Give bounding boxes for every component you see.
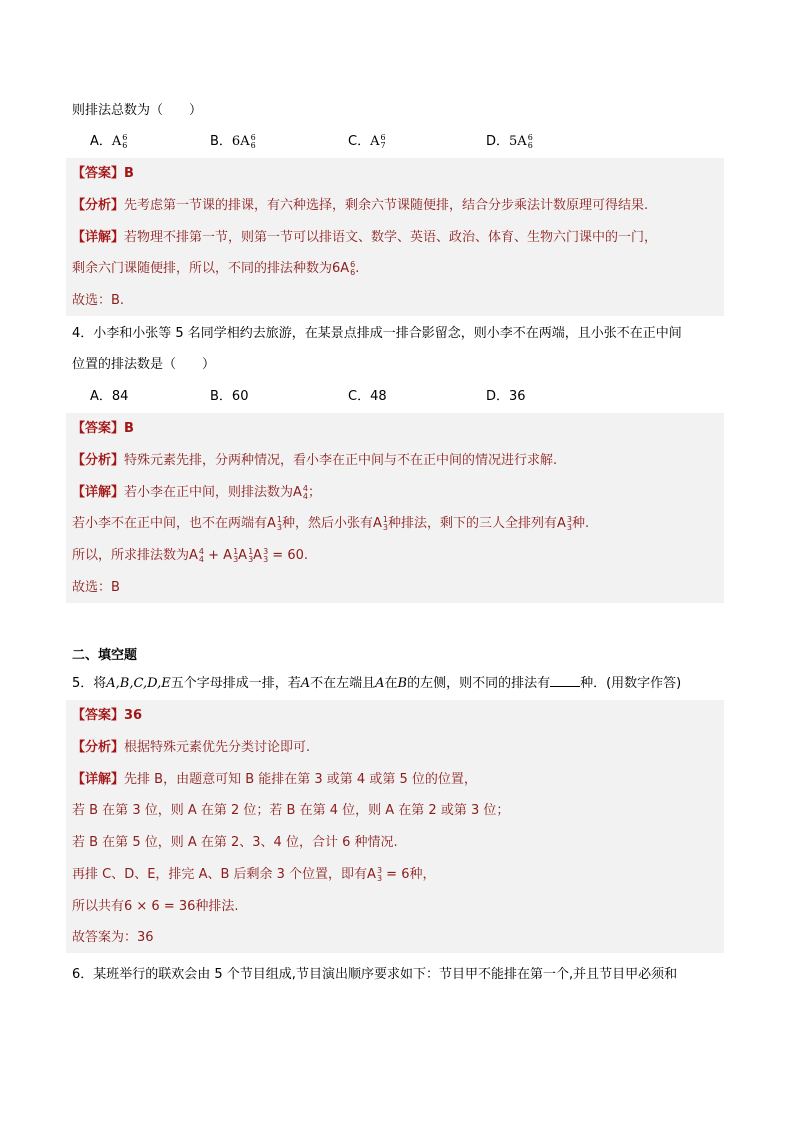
q3-option-d: D．5A 6 6 <box>486 132 533 150</box>
q3-stem-tail: 则排法总数为（ ） <box>72 103 203 118</box>
q5-final-row: 故答案为：36 <box>72 930 154 945</box>
q4-stem-line-1: 4．小李和小张等 5 名同学相约去旅游，在某景点排成一排合影留念，则小李不在两端，且小张不在正中间 <box>72 326 682 341</box>
q3-option-b: B．6A 6 6 <box>210 132 256 150</box>
q4-option-a: A．84 <box>90 389 129 404</box>
q4-option-c: C．48 <box>348 389 387 404</box>
section-title: 二、填空题 <box>72 648 138 663</box>
q6-stem-line-1: 6．某班举行的联欢会由 5 个节目组成,节目演出顺序要求如下：节目甲不能排在第一个,并且节目甲必须和 <box>72 967 678 982</box>
q4-choose-row: 故选：B <box>72 580 120 595</box>
answer-blank <box>550 674 580 687</box>
q5-analysis-row: 【分析】根据特殊元素优先分类讨论即可. <box>72 740 311 755</box>
q3-option-c: C．A 6 7 <box>348 132 386 150</box>
q3-analysis-row: 【分析】先考虑第一节课的排课，有六种选择，剩余六节课随便排，结合分步乘法计数原理可得结果. <box>72 198 649 213</box>
q3-detail-row-2: 剩余六门课随便排，所以，不同的排法种数为6A 6 6 . <box>72 259 360 277</box>
q4-answer-block <box>66 413 724 603</box>
q4-option-d: D．36 <box>486 389 526 404</box>
q5-detail-row-1: 【详解】先排 B，由题意可知 B 能排在第 3 或第 4 或第 5 位的位置， <box>72 772 477 787</box>
q4-stem-line-2: 位置的排法数是（ ） <box>72 357 216 372</box>
q4-detail-row-3: 所以，所求排法数为A 4 4 + A 1 3 A 1 3 A 3 3 = 60. <box>72 546 308 564</box>
q5-answer-block <box>66 700 724 953</box>
q5-detail-row-2: 若 B 在第 3 位，则 A 在第 2 位；若 B 在第 4 位，则 A 在第 2 或第 3 位； <box>72 803 510 818</box>
q5-stem: 5．将A,B,C,D,E五个字母排成一排，若A不在左端且A在B的左侧，则不同的排法有 种．(用数字作答) <box>72 676 682 691</box>
q4-detail-row-1: 【详解】若小李在正中间，则排法数为A 4 4 ； <box>72 483 322 501</box>
q3-detail-row-1: 【详解】若物理不排第一节，则第一节可以排语文、数学、英语、政治、体育、生物六门课中的一门， <box>72 230 658 245</box>
q4-option-b: B．60 <box>210 389 249 404</box>
q3-choose-row: 故选：B. <box>72 293 125 308</box>
q4-detail-row-2: 若小李不在正中间，也不在两端有A 1 3 种，然后小张有A 1 3 种排法，剩下的三人全排列有A 3 3 种. <box>72 514 590 532</box>
q5-detail-row-5: 所以共有6 × 6 = 36种排法. <box>72 899 239 914</box>
q5-answer-row: 【答案】36 <box>72 708 143 723</box>
q4-answer-row: 【答案】B <box>72 421 134 436</box>
q3-answer-row: 【答案】B <box>72 166 134 181</box>
q5-detail-row-3: 若 B 在第 5 位，则 A 在第 2、3、4 位，合计 6 种情况. <box>72 835 398 850</box>
q4-analysis-row: 【分析】特殊元素先排，分两种情况，看小李在正中间与不在正中间的情况进行求解. <box>72 453 558 468</box>
q3-answer-block <box>66 158 724 316</box>
q3-option-a: A．A 6 6 <box>90 132 128 150</box>
q5-detail-row-4: 再排 C、D、E，排完 A、B 后剩余 3 个位置，即有A 3 3 = 6种， <box>72 865 436 883</box>
